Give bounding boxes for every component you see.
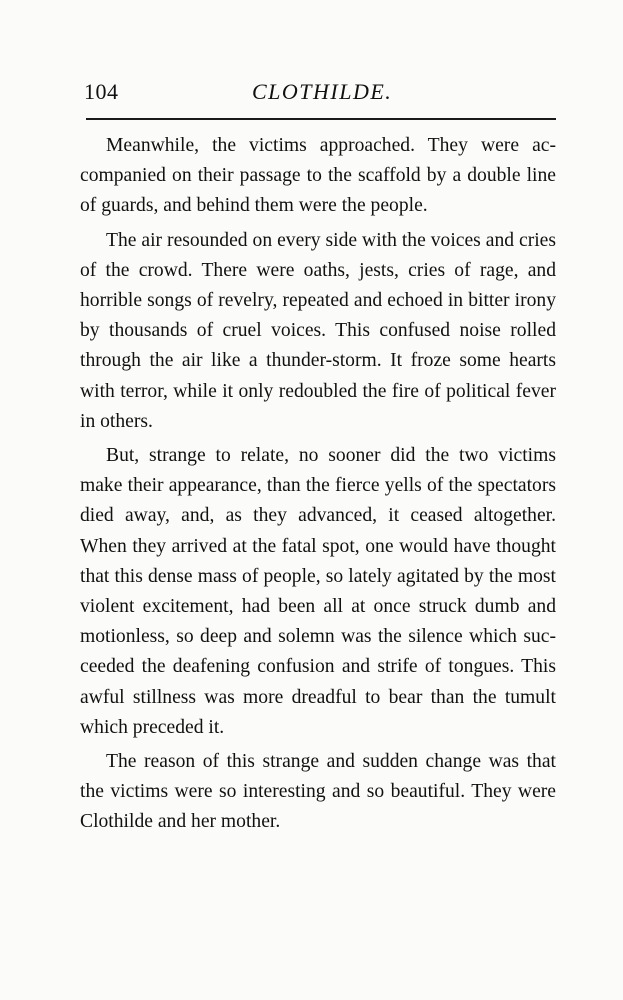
- body-text: [80, 131, 556, 838]
- page-number: 104: [84, 79, 119, 104]
- paragraph: The reason of this strange and sudden change was that the victims were so interesting and so beautiful. They were Clothilde and her mother.: [80, 751, 556, 833]
- header-rule: [86, 118, 556, 120]
- page-header: [84, 79, 556, 109]
- running-title: CLOTHILDE.: [252, 79, 393, 104]
- paragraph: But, strange to relate, no sooner did the two victims make their appearance, than the fierce yells of the spectators died away, and, as they advanced, it ceased altogether. When they arrived at the fatal spot, one would have thought that this dense mass of people, so lately agitated by the most violent excitement, had been all at once struck dumb and motionless, so deep and solemn was the silence which succeeded the deafening confusion and strife of tongues. This awful stillness was more dreadful to bear than the tumult which preceded it.: [80, 445, 556, 738]
- paragraph: Meanwhile, the victims approached. They were accompanied on their passage to the scaffold by a double line of guards, and behind them were the people.: [80, 135, 556, 217]
- paragraph: The air resounded on every side with the voices and cries of the crowd. There were oaths, jests, cries of rage, and horrible songs of revelry, repeated and echoed in bitter irony by thousands of cruel voices. This confused noise rolled through the air like a thunder-storm. It froze some hearts with terror, while it only redoubled the fire of political fever in others.: [80, 229, 556, 432]
